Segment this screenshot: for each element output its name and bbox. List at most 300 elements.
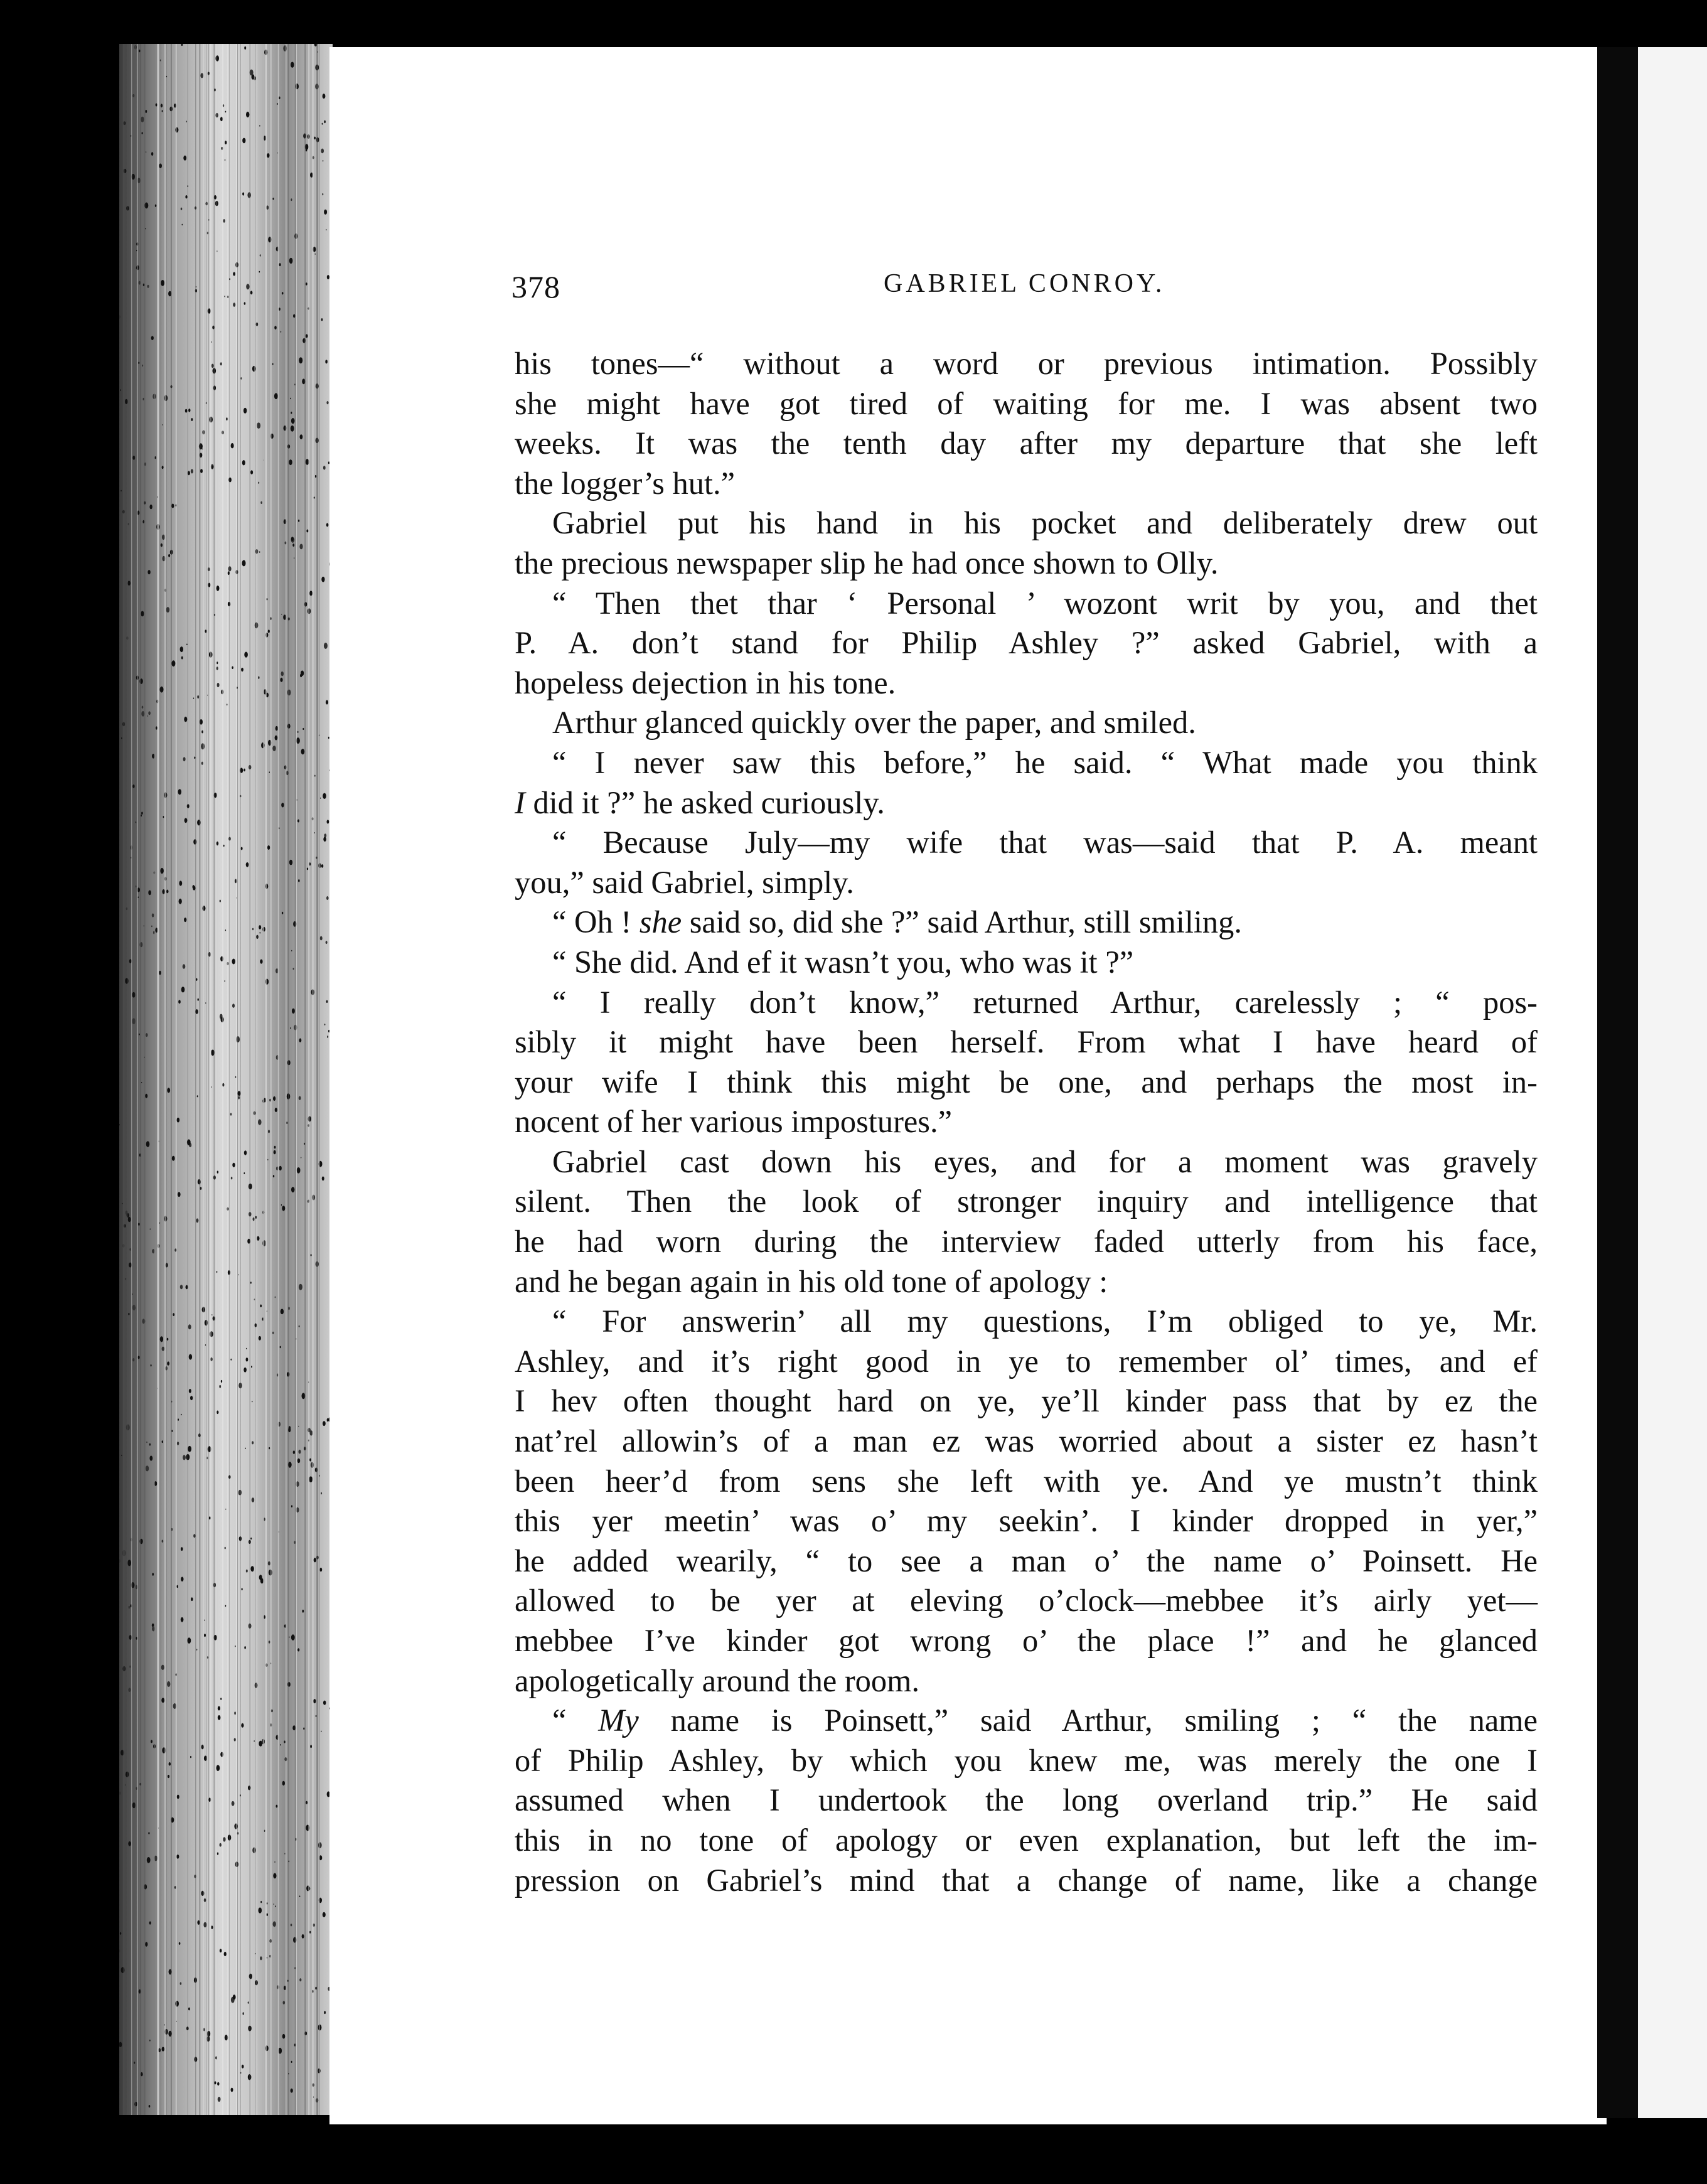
speckle-mark (250, 470, 253, 474)
speckle-mark (242, 138, 245, 144)
speckle-mark (193, 698, 194, 699)
speckle-mark (241, 1723, 243, 1728)
speckle-mark (129, 1263, 132, 1268)
speckle-mark (326, 1000, 328, 1003)
speckle-mark (151, 1364, 152, 1366)
speckle-mark (220, 1843, 222, 1847)
speckle-mark (191, 418, 193, 421)
speckle-mark (238, 1096, 240, 1099)
speckle-mark (246, 862, 249, 867)
text-line: been heer’d from sens she left with ye. And ye mustn’t think (515, 1463, 1538, 1499)
speckle-mark (260, 932, 261, 934)
speckle-mark (119, 2042, 122, 2047)
speckle-mark (136, 250, 137, 251)
speckle-mark (243, 1172, 245, 1174)
speckle-mark (273, 1921, 276, 1927)
speckle-mark (273, 1096, 276, 1101)
speckle-mark (297, 1459, 300, 1463)
speckle-mark (185, 195, 187, 198)
speckle-mark (171, 504, 174, 508)
speckle-mark (309, 1476, 313, 1482)
speckle-mark (126, 636, 128, 640)
speckle-mark (268, 629, 270, 633)
speckle-mark (231, 1177, 233, 1179)
speckle-mark (291, 2061, 292, 2063)
speckle-mark (129, 1606, 131, 1609)
speckle-mark (225, 1547, 226, 1550)
speckle-mark (323, 793, 326, 799)
speckle-mark (272, 363, 274, 365)
speckle-mark (162, 466, 164, 469)
speckle-mark (201, 743, 205, 749)
speckle-mark (167, 1361, 169, 1365)
gutter-shadow (1597, 47, 1638, 2118)
speckle-mark (250, 1566, 254, 1571)
speckle-mark (232, 959, 235, 965)
speckle-mark (185, 409, 188, 413)
speckle-mark (246, 112, 249, 117)
speckle-mark (291, 62, 294, 68)
speckle-mark (220, 362, 222, 365)
speckle-mark (280, 1346, 281, 1349)
speckle-mark (224, 1952, 227, 1956)
speckle-mark (184, 918, 186, 922)
speckle-mark (193, 1534, 196, 1538)
speckle-mark (323, 837, 326, 842)
text-line: your wife I think this might be one, and perhaps the most in- (515, 1064, 1538, 1100)
speckle-mark (258, 677, 260, 679)
speckle-mark (191, 1597, 193, 1601)
text-line: apologetically around the room. (515, 1662, 920, 1698)
speckle-mark (178, 789, 181, 795)
speckle-mark (173, 1313, 174, 1316)
speckle-mark (162, 110, 163, 112)
speckle-mark (233, 302, 235, 307)
speckle-mark (326, 523, 329, 527)
speckle-mark (273, 1873, 276, 1879)
speckle-mark (217, 1171, 219, 1174)
speckle-mark (291, 537, 294, 541)
speckle-mark (311, 1254, 312, 1256)
speckle-mark (281, 1204, 282, 1206)
speckle-mark (202, 448, 203, 449)
page-number: 378 (511, 269, 560, 304)
speckle-mark (216, 666, 218, 670)
speckle-mark (152, 1573, 154, 1576)
speckle-mark (313, 1699, 316, 1703)
speckle-mark (324, 120, 326, 123)
speckle-mark (120, 490, 121, 491)
speckle-mark (282, 292, 284, 294)
speckle-mark (300, 674, 302, 678)
text-line: sibly it might have been herself. From what I have heard of (515, 1024, 1538, 1060)
speckle-mark (293, 1450, 295, 1454)
speckle-mark (211, 1314, 212, 1315)
speckle-mark (291, 198, 292, 201)
speckle-mark (204, 1620, 205, 1621)
running-title: GABRIEL CONROY. (884, 269, 1165, 298)
speckle-mark (287, 1682, 291, 1687)
speckle-mark (147, 570, 150, 574)
speckle-mark (322, 123, 323, 125)
speckle-mark (244, 302, 246, 304)
speckle-mark (141, 611, 144, 617)
text-line (515, 783, 1538, 823)
speckle-mark (146, 1465, 149, 1471)
speckle-mark (243, 769, 245, 772)
speckle-mark (179, 899, 182, 904)
speckle-mark (299, 1450, 301, 1454)
speckle-mark (326, 941, 328, 944)
speckle-mark (309, 1459, 311, 1462)
speckle-mark (291, 426, 294, 432)
speckle-mark (149, 505, 152, 509)
speckle-mark (282, 1206, 285, 1211)
speckle-mark (139, 1034, 140, 1036)
speckle-mark (259, 925, 261, 929)
speckle-mark (291, 1634, 295, 1641)
speckle-mark (257, 422, 260, 429)
text-line: nocent of her various impostures.” (515, 1104, 952, 1140)
speckle-mark (149, 1921, 151, 1924)
speckle-mark (223, 845, 225, 847)
speckle-mark (269, 771, 270, 773)
speckle-mark (260, 254, 261, 256)
speckle-mark (127, 581, 131, 586)
speckle-mark (208, 308, 211, 313)
speckle-mark (228, 602, 230, 606)
speckle-mark (252, 1497, 255, 1502)
speckle-mark (129, 1248, 131, 1251)
speckle-mark (119, 1792, 121, 1795)
speckle-mark (180, 646, 183, 652)
speckle-mark (243, 1368, 247, 1373)
speckle-mark (188, 409, 190, 412)
speckle-mark (208, 583, 210, 587)
speckle-mark (290, 398, 291, 400)
speckle-mark (314, 496, 315, 498)
speckle-mark (322, 193, 323, 195)
speckle-mark (151, 1740, 153, 1743)
speckle-mark (321, 1492, 322, 1494)
speckle-mark (279, 1166, 282, 1170)
speckle-mark (146, 1033, 148, 1037)
speckle-mark (247, 192, 251, 198)
text-line: “ I never saw this before,” he said. “ What made you think (552, 744, 1538, 780)
speckle-mark (321, 318, 323, 321)
italic-word: she (639, 904, 682, 940)
speckle-mark (187, 804, 190, 808)
speckle-mark (242, 192, 244, 195)
speckle-mark (228, 837, 231, 841)
speckle-mark (260, 960, 262, 964)
speckle-mark (259, 1575, 262, 1580)
speckle-mark (267, 1902, 268, 1904)
speckle-mark (132, 94, 134, 97)
speckle-mark (282, 1781, 285, 1785)
speckle-mark (186, 644, 188, 646)
speckle-mark (188, 1324, 191, 1329)
text-line: this in no tone of apology or even explanation, but left the im- (515, 1822, 1538, 1858)
speckle-mark (125, 399, 128, 404)
speckle-mark (159, 1223, 160, 1224)
speckle-mark (298, 879, 300, 882)
speckle-mark (183, 1455, 186, 1460)
speckle-mark (168, 1775, 169, 1778)
speckle-mark (289, 459, 292, 465)
speckle-mark (266, 205, 269, 210)
text-line: hopeless dejection in his tone. (515, 665, 896, 700)
speckle-mark (177, 1856, 178, 1858)
speckle-mark (163, 816, 164, 818)
speckle-mark (126, 1772, 129, 1777)
speckle-mark (230, 1113, 232, 1115)
speckle-mark (240, 768, 243, 773)
speckle-mark (223, 1837, 225, 1841)
speckle-mark (323, 94, 326, 99)
speckle-mark (225, 929, 226, 931)
text-line: the logger’s hut.” (515, 465, 736, 501)
speckle-mark (289, 258, 293, 264)
speckle-mark (179, 1942, 181, 1945)
speckle-mark (287, 1372, 289, 1376)
speckle-mark (120, 1932, 121, 1935)
speckle-mark (320, 798, 321, 799)
speckle-mark (201, 731, 203, 734)
speckle-mark (291, 950, 292, 951)
speckle-mark (319, 1568, 322, 1571)
speckle-mark (231, 443, 234, 448)
speckle-mark (280, 678, 282, 682)
speckle-mark (252, 1441, 254, 1444)
speckle-mark (291, 412, 292, 414)
speckle-mark (178, 1418, 179, 1420)
speckle-mark (287, 1060, 291, 1065)
speckle-mark (259, 271, 260, 273)
speckle-mark (181, 987, 185, 992)
speckle-mark (324, 643, 328, 649)
speckle-mark (297, 820, 299, 823)
speckle-mark (219, 1385, 221, 1388)
speckle-mark (276, 1805, 278, 1808)
speckle-mark (217, 1853, 218, 1855)
text-line: allowed to be yer at eleving o’clock—mebbee it’s airly yet— (515, 1583, 1538, 1619)
speckle-mark (216, 842, 218, 845)
speckle-mark (315, 475, 316, 478)
speckle-mark (151, 152, 153, 156)
speckle-mark (128, 1841, 131, 1846)
speckle-mark (169, 1762, 171, 1766)
speckle-mark (162, 535, 165, 540)
speckle-mark (258, 1119, 262, 1125)
speckle-mark (233, 272, 235, 276)
speckle-mark (189, 1354, 192, 1360)
speckle-mark (321, 577, 324, 582)
speckle-mark (314, 832, 315, 833)
speckle-mark (274, 1150, 276, 1155)
speckle-mark (151, 336, 154, 340)
speckle-mark (225, 1509, 226, 1510)
speckle-mark (283, 2001, 286, 2005)
speckle-mark (218, 1706, 220, 1711)
speckle-mark (132, 1358, 134, 1361)
speckle-mark (225, 111, 227, 113)
text-line-part: “ Oh ! (552, 904, 639, 940)
speckle-mark (324, 2011, 326, 2014)
speckle-mark (300, 434, 303, 439)
speckle-mark (224, 296, 225, 297)
speckle-mark (299, 544, 302, 550)
speckle-mark (246, 1357, 249, 1361)
stacked-page-edges (119, 44, 333, 2115)
text-line: Gabriel cast down his eyes, and for a moment was gravely (552, 1143, 1538, 1179)
speckle-mark (183, 964, 186, 969)
speckle-mark (161, 1665, 164, 1670)
text-line: the precious newspaper slip he had once shown to Olly. (515, 545, 1219, 581)
speckle-mark (249, 1974, 252, 1979)
speckle-mark (269, 1641, 270, 1643)
speckle-mark (269, 1447, 270, 1449)
speckle-mark (121, 737, 122, 739)
speckle-mark (178, 1000, 181, 1004)
speckle-mark (326, 896, 329, 900)
speckle-mark (244, 1646, 246, 1649)
speckle-mark (162, 1347, 164, 1351)
speckle-mark (224, 980, 225, 982)
speckle-mark (281, 1309, 284, 1314)
speckle-mark (142, 132, 143, 134)
speckle-mark (194, 757, 195, 759)
speckle-mark (323, 160, 324, 162)
speckle-mark (149, 2040, 151, 2042)
speckle-mark (211, 466, 213, 469)
text-line: mebbee I’ve kinder got wrong o’ the place !” and he glanced (515, 1623, 1538, 1658)
speckle-mark (152, 913, 154, 917)
speckle-mark (281, 672, 284, 676)
speckle-mark (150, 1228, 151, 1230)
speckle-mark (138, 362, 139, 364)
speckle-mark (244, 652, 248, 658)
speckle-mark (149, 1456, 153, 1461)
speckle-mark (248, 2074, 252, 2080)
speckle-mark (161, 280, 164, 286)
text-line: and he began again in his old tone of apology : (515, 1263, 1108, 1299)
speckle-mark (267, 1159, 268, 1160)
text-line-rest: did it ?” he asked curiously. (525, 784, 885, 820)
speckle-mark (148, 891, 151, 896)
speckle-mark (181, 1414, 182, 1416)
text-line: assumed when I undertook the long overland trip.” He said (515, 1782, 1538, 1818)
speckle-mark (274, 1146, 276, 1149)
italic-word: My (598, 1703, 639, 1738)
speckle-mark (302, 1934, 304, 1939)
speckle-mark (281, 803, 284, 807)
speckle-mark (182, 224, 183, 226)
text-line (515, 1701, 1538, 1741)
speckle-mark (181, 208, 183, 210)
speckle-mark (204, 1898, 206, 1902)
speckle-mark (275, 736, 278, 741)
speckle-mark (121, 1967, 125, 1973)
speckle-mark (299, 1284, 302, 1290)
text-line: she might have got tired of waiting for me. I was absent two (515, 385, 1538, 421)
text-line: pression on Gabriel’s mind that a change of name, like a change (515, 1862, 1538, 1898)
speckle-mark (310, 1745, 312, 1748)
speckle-mark (302, 1610, 304, 1613)
speckle-mark (218, 1715, 221, 1720)
speckle-mark (132, 784, 134, 788)
speckle-mark (196, 1218, 198, 1223)
speckle-mark (132, 456, 135, 460)
speckle-mark (292, 1009, 295, 1014)
speckle-mark (221, 1017, 224, 1022)
speckle-mark (268, 1130, 270, 1133)
speckle-mark (200, 469, 203, 473)
speckle-mark (166, 890, 168, 894)
speckle-mark (314, 775, 316, 777)
speckle-mark (327, 1036, 328, 1038)
text-line: of Philip Ashley, by which you knew me, was merely the one I (515, 1742, 1538, 1778)
speckle-mark (200, 73, 203, 78)
speckle-mark (238, 1091, 241, 1096)
speckle-mark (282, 912, 283, 914)
speckle-mark (299, 357, 302, 363)
speckle-mark (260, 501, 262, 504)
speckle-mark (307, 868, 308, 870)
speckle-mark (279, 263, 281, 266)
text-line: you,” said Gabriel, simply. (515, 864, 854, 900)
speckle-mark (168, 554, 170, 557)
speckle-mark (320, 936, 323, 941)
speckle-mark (172, 1156, 175, 1161)
speckle-mark (274, 1861, 275, 1863)
speckle-mark (223, 219, 225, 223)
speckle-mark (259, 551, 260, 553)
speckle-mark (315, 254, 316, 255)
speckle-mark (185, 818, 188, 823)
speckle-mark (177, 1795, 179, 1799)
speckle-mark (138, 1356, 140, 1359)
speckle-mark (119, 315, 120, 318)
speckle-mark (245, 1448, 246, 1449)
speckle-mark (122, 1550, 126, 1556)
speckle-mark (171, 1430, 173, 1432)
speckle-mark (232, 666, 233, 669)
speckle-mark (290, 1027, 291, 1029)
speckle-mark (167, 1338, 169, 1341)
speckle-mark (280, 1744, 281, 1746)
speckle-mark (324, 210, 327, 215)
speckle-mark (260, 1305, 262, 1308)
speckle-mark (228, 1270, 230, 1275)
speckle-mark (162, 1440, 163, 1443)
text-line (515, 902, 1538, 943)
speckle-mark (228, 478, 232, 483)
speckle-mark (274, 326, 277, 329)
speckle-mark (218, 2097, 221, 2102)
facing-page-edge (1638, 47, 1707, 2118)
speckle-mark (147, 285, 149, 288)
speckle-mark (275, 1905, 276, 1907)
speckle-mark (251, 1366, 252, 1368)
speckle-mark (121, 1455, 122, 1456)
speckle-mark (292, 543, 294, 547)
speckle-mark (197, 1095, 198, 1097)
speckle-mark (297, 731, 299, 733)
speckle-mark (298, 1426, 299, 1427)
speckle-mark (326, 401, 328, 404)
speckle-mark (126, 907, 128, 910)
